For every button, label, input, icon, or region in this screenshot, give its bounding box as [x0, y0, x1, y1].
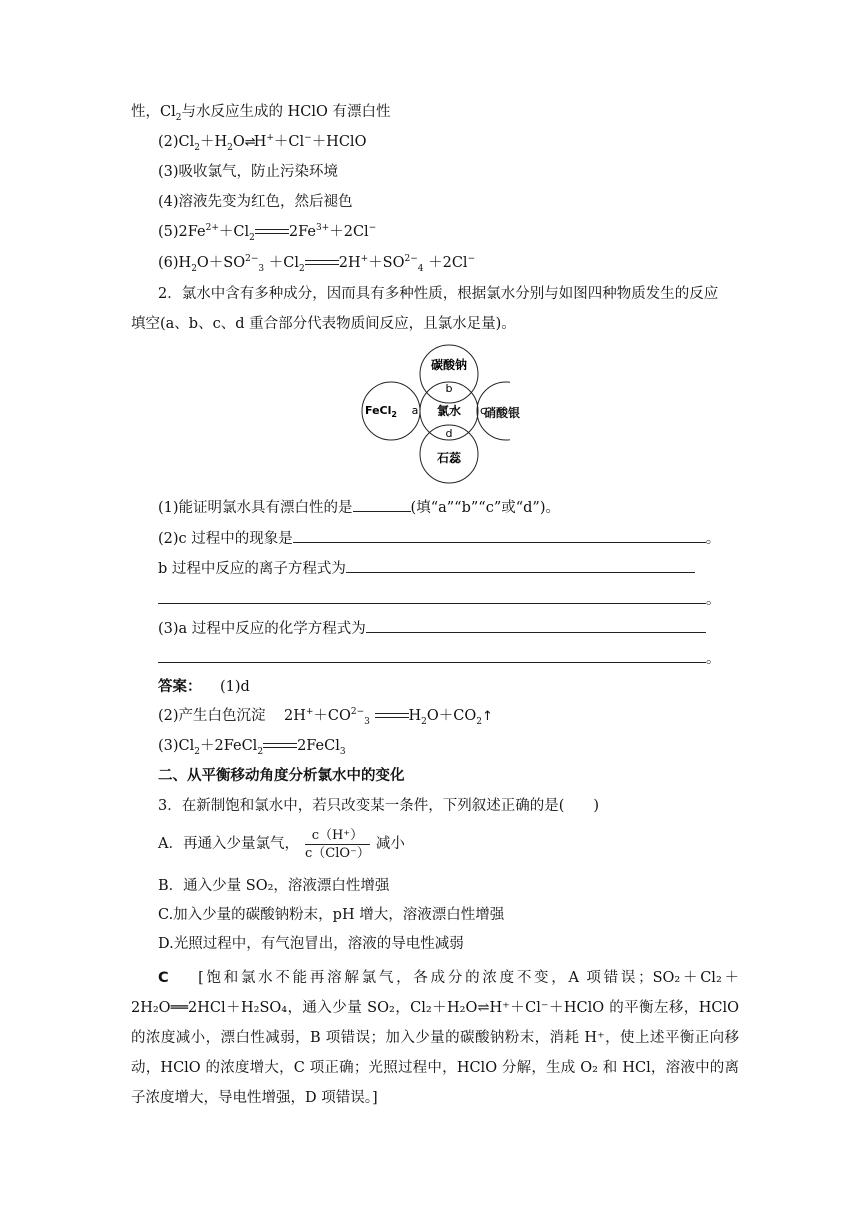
question-2-part-3: (3)a 过程中反应的化学方程式为	[158, 618, 706, 639]
fraction: $\frac{c(H^+)}{\text{c（ClO⁻）}}$	[304, 827, 370, 861]
option-d: D.光照过程中，有气泡冒出，溶液的导电性减弱	[158, 936, 464, 952]
answer-1: 答案： (1)d	[158, 679, 250, 695]
answer-line-3: (3)吸收氯气，防止污染环境	[158, 164, 339, 180]
equals-sign-icon	[305, 258, 339, 268]
label-litmus: 石蕊	[436, 451, 462, 465]
label-a: a	[411, 404, 419, 417]
explanation	[131, 963, 739, 1113]
answer-blank[interactable]	[293, 528, 706, 543]
explanation-answer: C	[158, 970, 169, 986]
answer-blank[interactable]	[158, 589, 706, 604]
reversible-arrow-icon: ⇌	[244, 135, 254, 150]
answer-line-6: $(6)H_2O+SO^{2-}_3 +Cl_2$ $2H^++SO^{2-}_4 +2Cl^-$	[158, 254, 476, 274]
option-c: C.加入少量的碳酸钠粉末，pH 增大，溶液漂白性增强	[158, 907, 505, 923]
answer-2: (2)产生白色沉淀 $2H^++CO^{2-}_3$ $H_2O+CO_2↑$	[158, 707, 493, 727]
option-a: A．再通入少量氯气， $\frac{c(H^+)}{\text{c（ClO⁻）}}$ 减小	[158, 827, 405, 861]
answer-blank[interactable]	[353, 497, 411, 512]
explanation-text: [饱和氯水不能再溶解氯气，各成分的浓度不变，A 项错误；SO₂＋Cl₂＋2H₂O══2HCl＋H₂SO₄，通入少量 SO₂，Cl₂＋H₂O⇌H⁺＋Cl⁻＋HClO 的平衡左移，HClO 的浓度减小，漂白性减弱，B 项错误；加入少量的碳酸钠粉末，消耗 H⁺，使上述平衡正向移动，HClO 的浓度增大，C 项正确；光照过程中，HClO 分解，生成 O₂ 和 HCl，溶液中的离子浓度增大，导电性增强，D 项错误。]	[131, 970, 739, 1106]
label-d: d	[445, 427, 453, 440]
answer-line-1: 性，$Cl_2$与水反应生成的 HClO 有漂白性	[131, 104, 391, 123]
label-c: c	[479, 404, 487, 417]
equals-sign-icon	[263, 741, 297, 751]
question-2-part-2b: b 过程中反应的离子方程式为	[158, 558, 695, 579]
option-b: B．通入少量 SO₂，溶液漂白性增强	[158, 878, 390, 894]
answer-line-2: $(2)Cl_2+H_2O\rightleftharpoons H^++Cl^-+HClO$	[158, 133, 367, 153]
question-2-part-1: (1)能证明氯水具有漂白性的是 (填“a”“b”“c”或“d”)。	[158, 497, 560, 518]
question-3: 3．在新制饱和氯水中，若只改变某一条件，下列叙述正确的是( )	[158, 798, 600, 814]
question-2-part-2: (2)c 过程中的现象是 。	[158, 528, 720, 549]
answer-blank[interactable]	[366, 618, 706, 633]
equals-sign-icon	[255, 227, 289, 237]
gas-arrow-icon: ↑	[482, 709, 493, 724]
label-b: b	[445, 382, 453, 395]
answer-line-5: $(5)2Fe^{2+}+Cl_2$ $2Fe^{3+}+2Cl^-$	[158, 223, 377, 243]
question-2-part-2b-cont: 。	[158, 589, 721, 610]
answer-blank[interactable]	[346, 558, 695, 573]
label-silver-nitrate: 硝酸银	[484, 406, 521, 420]
label-fecl2: FeCl$_2$	[365, 404, 397, 419]
label-chlorine-water: 氯水	[436, 404, 462, 418]
question-2-part-3-cont: 。	[158, 648, 721, 669]
section-heading: 二、从平衡移动角度分析氯水中的变化	[158, 768, 405, 784]
answer-line-4: (4)溶液先变为红色，然后褪色	[158, 194, 353, 210]
label-sodium-carbonate: 碳酸钠	[430, 358, 468, 372]
question-2-line-1: 2．氯水中含有多种成分，因而具有多种性质，根据氯水分别与如图四种物质发生的反应	[158, 286, 719, 302]
equals-sign-icon	[375, 711, 409, 721]
answer-3: $(3)Cl_2+2FeCl_2$ 2FeCl$_3$	[158, 738, 346, 757]
question-2-line-2: 填空(a、b、c、d 重合部分代表物质间反应，且氯水足量)。	[131, 316, 516, 332]
answer-blank[interactable]	[158, 648, 706, 663]
